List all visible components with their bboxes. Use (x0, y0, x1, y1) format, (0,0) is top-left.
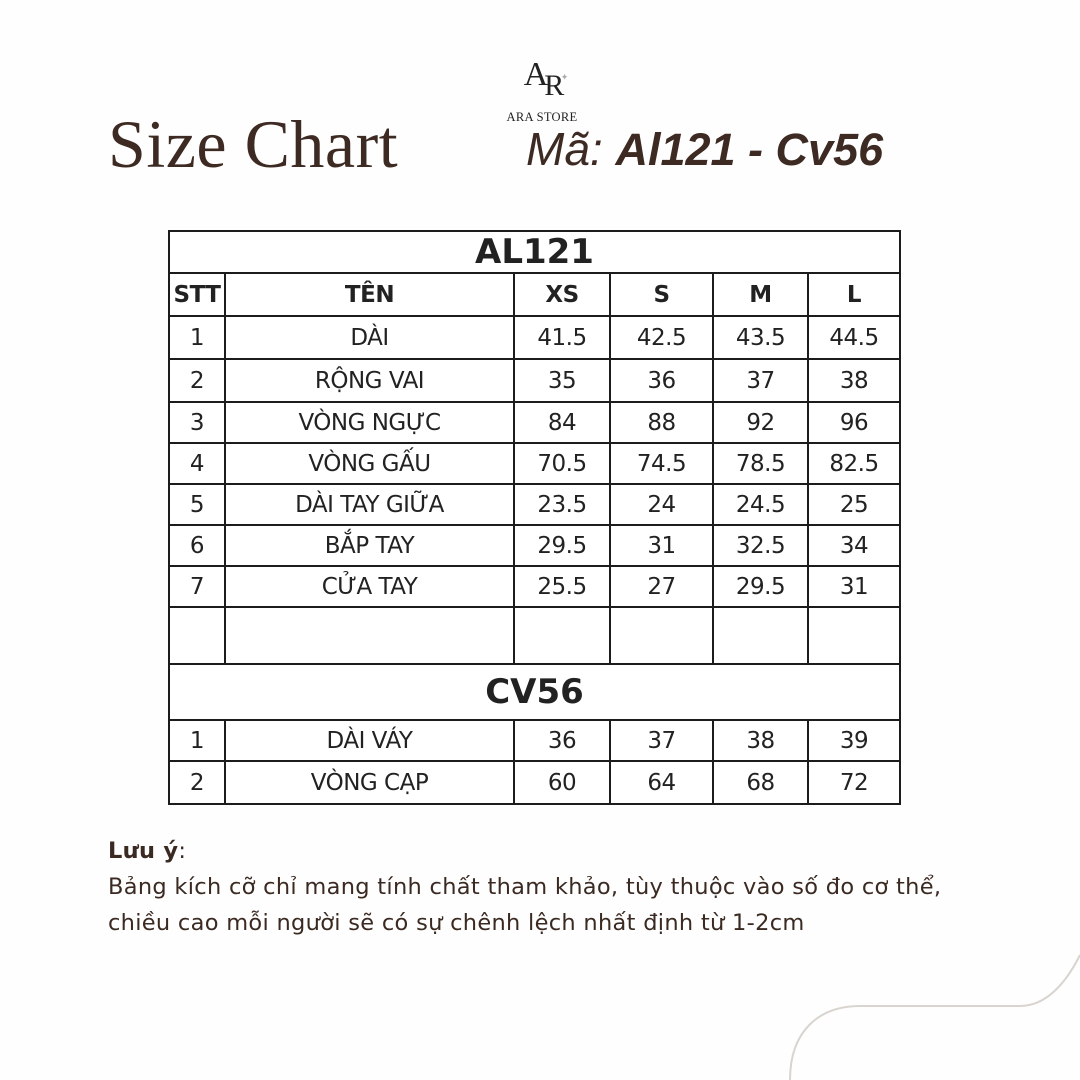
section-title-row (169, 664, 900, 720)
cell-xs: 35 (514, 359, 610, 402)
cell-stt: 2 (169, 761, 225, 804)
cell-s: 31 (610, 525, 713, 566)
cell-l: 34 (808, 525, 900, 566)
column-header-xs: XS (514, 273, 610, 316)
column-header-l: L (808, 273, 900, 316)
cell-xs: 84 (514, 402, 610, 443)
product-code-label: Mã: (526, 123, 616, 175)
logo-monogram: AR ✦ (523, 56, 569, 102)
cell-name: RỘNG VAI (225, 359, 514, 402)
empty-spacer-row (169, 607, 900, 664)
cell-l: 82.5 (808, 443, 900, 484)
cell-xs: 41.5 (514, 316, 610, 359)
cell-stt: 2 (169, 359, 225, 402)
cell-stt: 4 (169, 443, 225, 484)
table-row (169, 761, 900, 804)
cell-m: 43.5 (713, 316, 808, 359)
section-title-cv56: CV56 (169, 664, 900, 720)
cell-m: 38 (713, 720, 808, 761)
sparkle-icon: ✦ (560, 72, 569, 82)
cell-xs: 36 (514, 720, 610, 761)
cell-name: DÀI TAY GIỮA (225, 484, 514, 525)
cell-xs: 70.5 (514, 443, 610, 484)
cell-l: 44.5 (808, 316, 900, 359)
cell-l: 39 (808, 720, 900, 761)
cell-name: BẮP TAY (225, 525, 514, 566)
table-header-row (169, 273, 900, 316)
cell-stt: 1 (169, 316, 225, 359)
cell-s: 36 (610, 359, 713, 402)
cell-s: 74.5 (610, 443, 713, 484)
table-row (169, 525, 900, 566)
cell-m: 24.5 (713, 484, 808, 525)
cell-s: 88 (610, 402, 713, 443)
cell-xs: 29.5 (514, 525, 610, 566)
section-title-al121: AL121 (169, 231, 900, 273)
cell-s: 64 (610, 761, 713, 804)
cell-xs: 25.5 (514, 566, 610, 607)
cell-xs: 23.5 (514, 484, 610, 525)
disclaimer-note (108, 833, 988, 941)
size-chart-table (168, 230, 901, 805)
cell-name: VÒNG CẠP (225, 761, 514, 804)
cell-m: 68 (713, 761, 808, 804)
page-title: Size Chart (108, 106, 399, 182)
cell-m: 92 (713, 402, 808, 443)
cell-stt: 7 (169, 566, 225, 607)
brand-name: ARA STORE (506, 110, 578, 124)
table-row (169, 359, 900, 402)
cell-name: DÀI VÁY (225, 720, 514, 761)
cell-s: 37 (610, 720, 713, 761)
cell-m: 37 (713, 359, 808, 402)
brand-logo (492, 58, 592, 125)
cell-s: 24 (610, 484, 713, 525)
note-body: Bảng kích cỡ chỉ mang tính chất tham khảo, tùy thuộc vào số đo cơ thể, chiều cao mỗi người sẽ có sự chênh lệch nhất định từ 1-2cm (108, 874, 942, 936)
empty-cell (713, 607, 808, 664)
cell-l: 96 (808, 402, 900, 443)
empty-cell (169, 607, 225, 664)
cell-stt: 5 (169, 484, 225, 525)
cell-stt: 3 (169, 402, 225, 443)
product-code (526, 122, 883, 178)
cell-m: 78.5 (713, 443, 808, 484)
column-header-stt: STT (169, 273, 225, 316)
table-row (169, 316, 900, 359)
section-title-row (169, 231, 900, 273)
product-code-value: Al121 - Cv56 (615, 124, 884, 175)
cell-m: 32.5 (713, 525, 808, 566)
empty-cell (610, 607, 713, 664)
empty-cell (808, 607, 900, 664)
table-row (169, 566, 900, 607)
column-header-name: TÊN (225, 273, 514, 316)
table-row (169, 720, 900, 761)
empty-cell (225, 607, 514, 664)
cell-l: 25 (808, 484, 900, 525)
note-colon: : (178, 838, 187, 864)
column-header-m: M (713, 273, 808, 316)
table-row (169, 402, 900, 443)
table-row (169, 443, 900, 484)
empty-cell (514, 607, 610, 664)
cell-stt: 6 (169, 525, 225, 566)
cell-name: VÒNG GẤU (225, 443, 514, 484)
cell-name: CỬA TAY (225, 566, 514, 607)
cell-l: 31 (808, 566, 900, 607)
cell-name: DÀI (225, 316, 514, 359)
note-heading (108, 833, 988, 869)
cell-s: 42.5 (610, 316, 713, 359)
cell-stt: 1 (169, 720, 225, 761)
cell-m: 29.5 (713, 566, 808, 607)
cell-l: 72 (808, 761, 900, 804)
note-label: Lưu ý (108, 838, 179, 864)
cell-xs: 60 (514, 761, 610, 804)
column-header-s: S (610, 273, 713, 316)
table-row (169, 484, 900, 525)
cell-name: VÒNG NGỰC (225, 402, 514, 443)
cell-s: 27 (610, 566, 713, 607)
cell-l: 38 (808, 359, 900, 402)
